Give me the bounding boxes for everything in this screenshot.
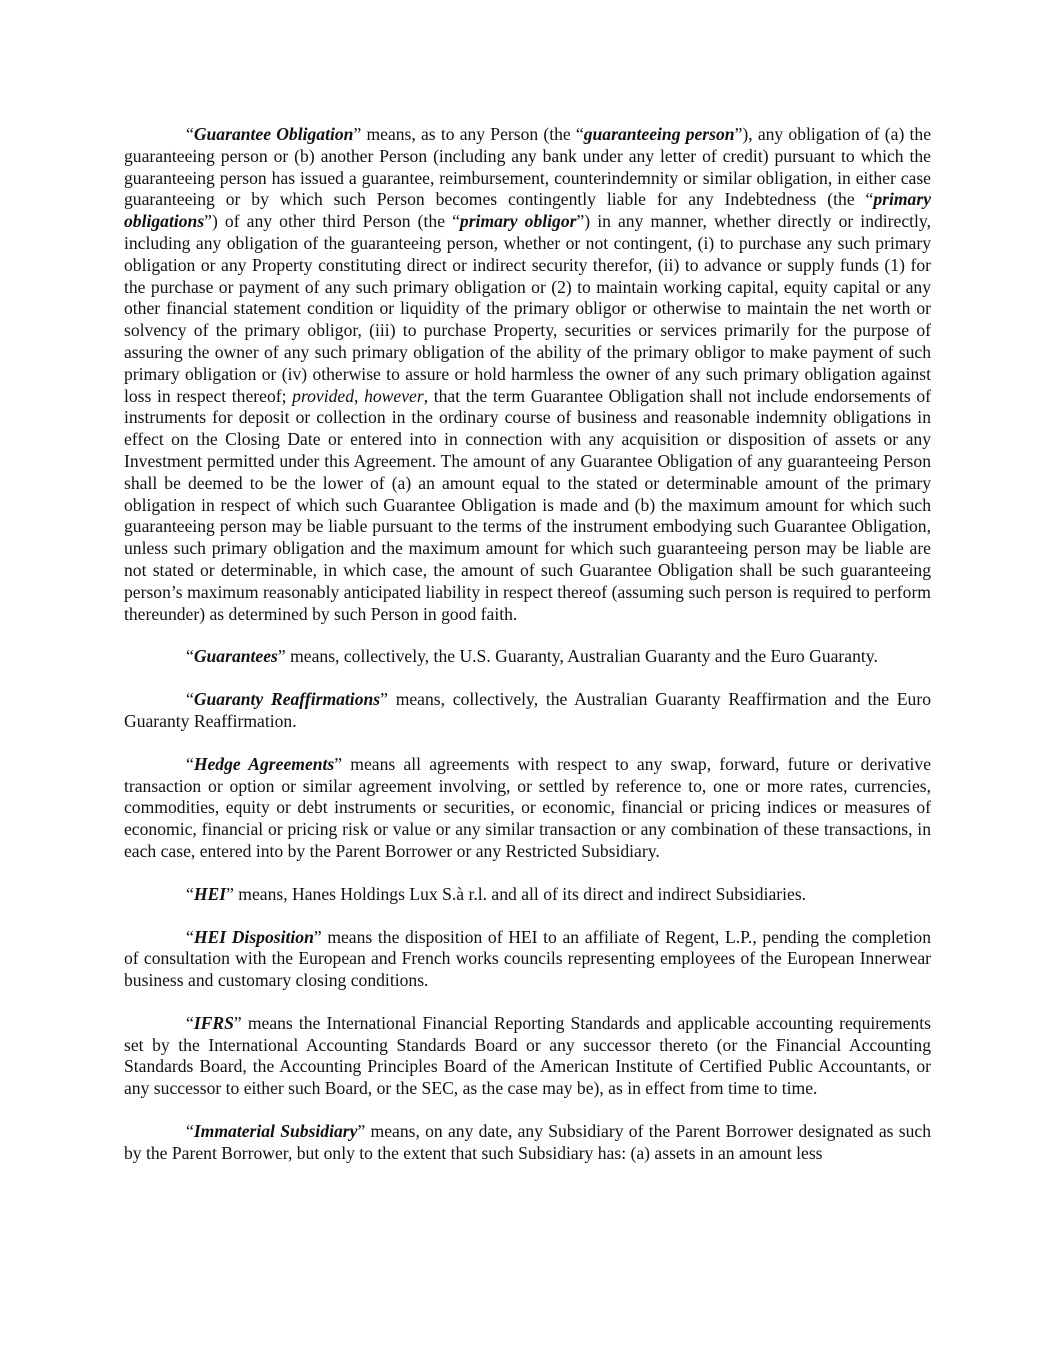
- defined-term: Hedge Agreements: [193, 753, 335, 774]
- body-text: “: [186, 926, 194, 947]
- italic-text: provided: [292, 385, 355, 406]
- body-text: ”) of any other third Person (the “: [204, 211, 460, 232]
- body-text: “: [186, 1012, 194, 1033]
- document-page: [124, 124, 931, 1186]
- body-text: ” means, collectively, the U.S. Guaranty, Australian Guaranty and the Euro Guaranty.: [277, 646, 878, 667]
- italic-text: however: [364, 385, 424, 406]
- body-text: “: [186, 883, 194, 904]
- body-text: “: [186, 124, 194, 144]
- definition-paragraph-immaterial-subsidiary: [124, 1121, 931, 1165]
- defined-term: Guarantee Obligation: [193, 124, 354, 144]
- body-text: “: [186, 753, 194, 774]
- defined-term: HEI Disposition: [193, 926, 314, 947]
- defined-term: primary obligor: [459, 211, 577, 232]
- body-text: ” means all agreements with respect to any swap, forward, future or derivative transaction or option or similar agreement involving, or settled by reference to, one or more rates, currencies, commodities, equity or debt instruments or securities, or economic, financial or pricing indices or measures of economic, financial or pricing risk or value or any similar transaction or any combination of these transactions, in each case, entered into by the Parent Borrower or any Restricted Subsidiary.: [124, 753, 932, 861]
- body-text: ” means the International Financial Reporting Standards and applicable accounting requirements set by the International Accounting Standards Board or any successor thereto (or the Financial Accounting Standards Board, the Accounting Principles Board of the American Institute of Certified Public Accountants, or any successor to either such Board, or the SEC, as the case may be), as in effect from time to time.: [124, 1012, 931, 1099]
- defined-term: guaranteeing person: [583, 124, 735, 144]
- body-text: ”), any obligation of (a) the guaranteeing person or (b) another Person (including any bank under any letter of credit) pursuant to which the guaranteeing person has issued a guarantee, reimbursement, counterindemnity or similar obligation, in either case guaranteeing or by which such Person becomes contingently liable for any Indebtedness (the “: [124, 124, 932, 210]
- definition-paragraph-hedge-agreements: [124, 754, 931, 863]
- definition-paragraph-guarantee-obligation: [124, 124, 931, 625]
- body-text: ” means the disposition of HEI to an affiliate of Regent, L.P., pending the completion of consultation with the European and French works councils representing employees of the European Innerwear business and customary closing conditions.: [124, 926, 931, 991]
- defined-term: HEI: [193, 883, 227, 904]
- body-text: “: [186, 689, 194, 710]
- body-text: ” means, on any date, any Subsidiary of the Parent Borrower designated as such by the Parent Borrower, but only to the extent that such Subsidiary has: (a) assets in an amount less: [124, 1121, 931, 1163]
- definition-paragraph-guaranty-reaffirmations: [124, 689, 931, 733]
- definition-paragraph-hei: [124, 884, 931, 906]
- body-text: ” means, as to any Person (the “: [353, 124, 584, 144]
- defined-term: Guarantees: [193, 646, 278, 667]
- definition-paragraph-guarantees: [124, 646, 931, 668]
- body-text: ,: [354, 385, 365, 406]
- body-text: “: [186, 1121, 194, 1142]
- defined-term: Guaranty Reaffirmations: [193, 689, 381, 710]
- defined-term: IFRS: [193, 1012, 234, 1033]
- defined-term: primary obligations: [124, 189, 931, 232]
- body-text: ”) in any manner, whether directly or indirectly, including any obligation of the guaranteeing person, whether or not contingent, (i) to purchase any such primary obligation or any Property constituting direct or indirect security therefor, (ii) to advance or supply funds (1) for the purchase or payment of any such primary obligation or (2) to maintain working capital, equity capital or any other financial statement condition or liquidity of the primary obligor or otherwise to maintain the net worth or solvency of the primary obligor, (iii) to purchase Property, securities or services primarily for the purpose of assuring the owner of any such primary obligation of the ability of the primary obligor to make payment of such primary obligation or (iv) otherwise to assure or hold harmless the owner of any such primary obligation against loss in respect thereof;: [124, 211, 931, 406]
- body-text: “: [186, 646, 194, 667]
- body-text: ” means, collectively, the Australian Guaranty Reaffirmation and the Euro Guaranty Reaffirmation.: [124, 689, 931, 731]
- definition-paragraph-ifrs: [124, 1013, 931, 1100]
- defined-term: Immaterial Subsidiary: [193, 1121, 358, 1142]
- definition-paragraph-hei-disposition: [124, 927, 931, 992]
- body-text: , that the term Guarantee Obligation shall not include endorsements of instruments for deposit or collection in the ordinary course of business and reasonable indemnity obligations in effect on the Closing Date or entered into in connection with any acquisition or disposition of assets or any Investment permitted under this Agreement. The amount of any Guarantee Obligation of any guaranteeing Person shall be deemed to be the lower of (a) an amount equal to the stated or determinable amount of the primary obligation in respect of which such Guarantee Obligation is made and (b) the maximum amount for which such guaranteeing person may be liable pursuant to the terms of the instrument embodying such Guarantee Obligation, unless such primary obligation and the maximum amount for which such guaranteeing person may be liable are not stated or determinable, in which case, the amount of such Guarantee Obligation shall be such guaranteeing person’s maximum reasonably anticipated liability in respect thereof (assuming such person is required to perform thereunder) as determined by such Person in good faith.: [124, 385, 932, 624]
- body-text: ” means, Hanes Holdings Lux S.à r.l. and all of its direct and indirect Subsidiaries.: [226, 883, 807, 904]
